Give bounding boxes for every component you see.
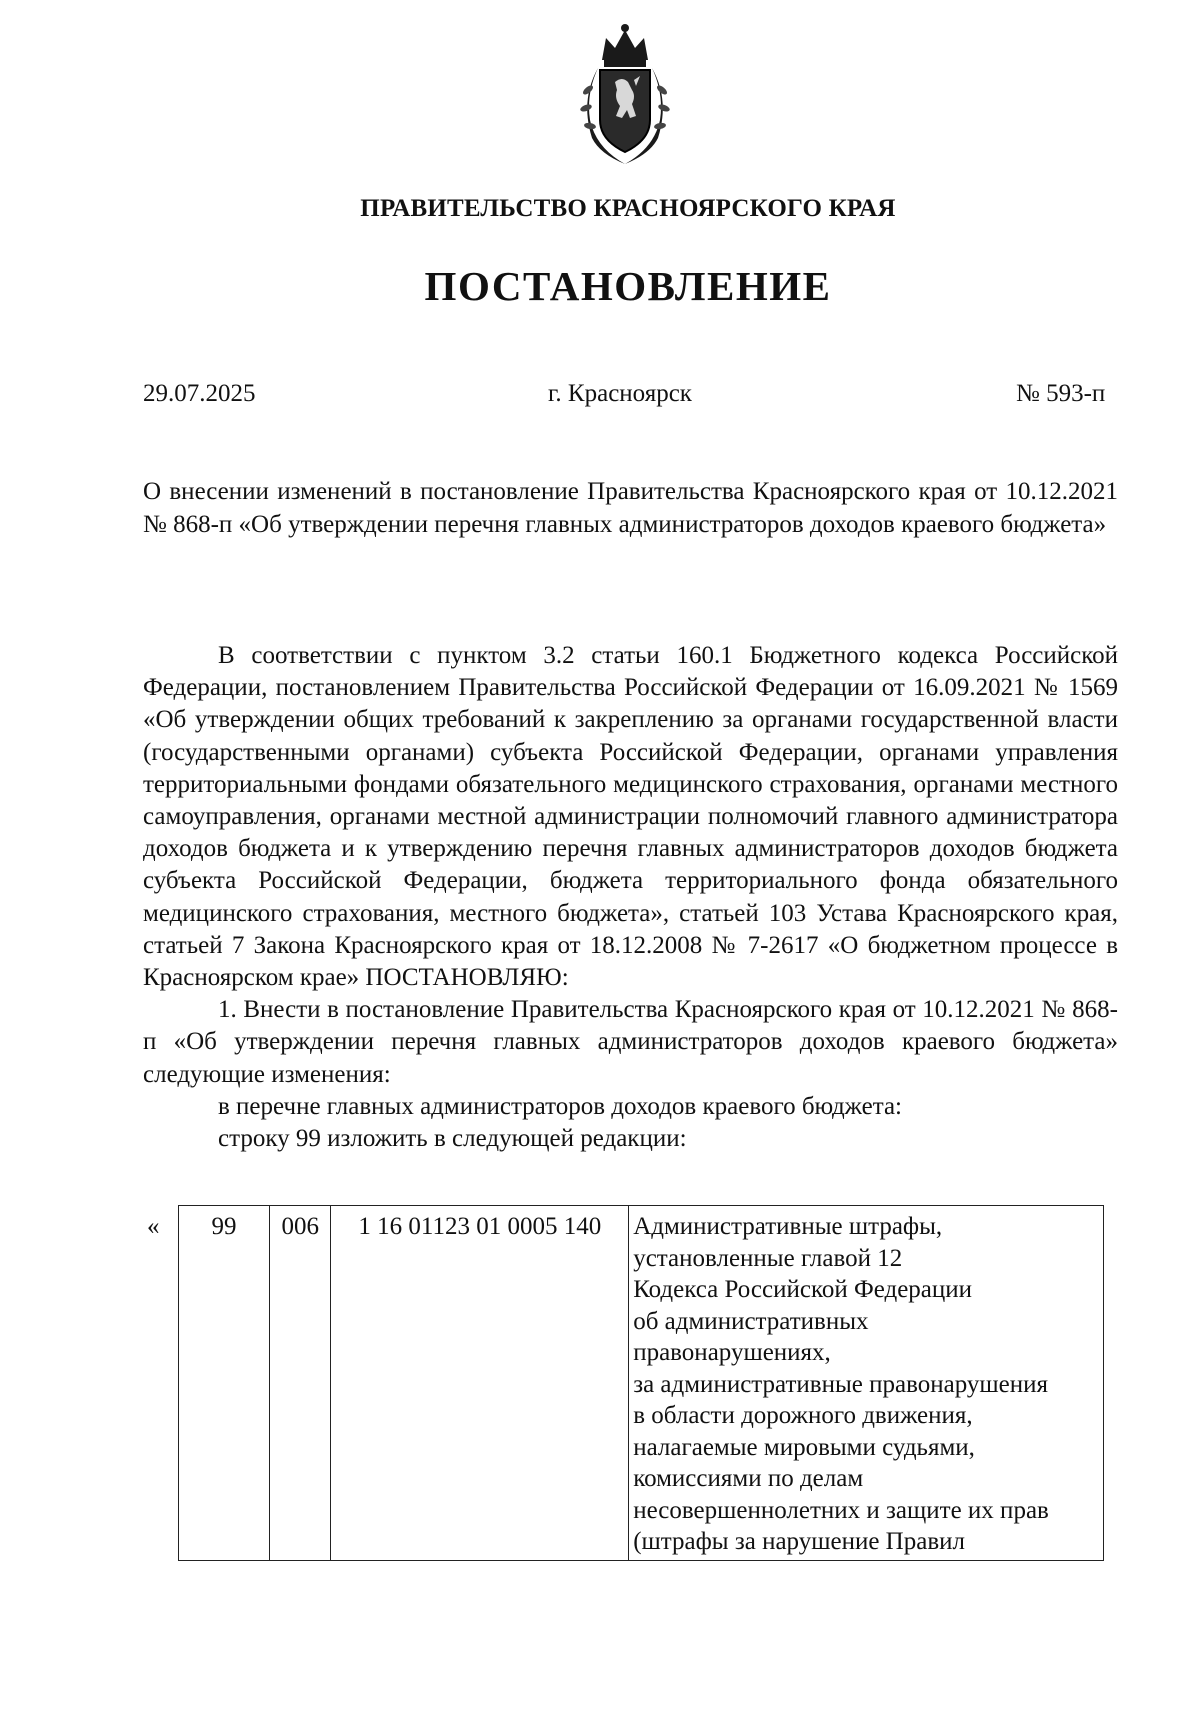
kbk-cell: 1 16 01123 01 0005 140 <box>331 1206 629 1561</box>
krasnoyarsk-coat-of-arms-icon <box>570 20 680 170</box>
item-1-paragraph: 1. Внести в постановление Правительства Красноярского края от 10.12.2021 № 868-п «Об утверждении перечня главных администраторов доходов краевого бюджета» следующие изменения: <box>143 996 1118 1088</box>
document-number: № 593-п <box>1016 380 1106 407</box>
document-body <box>143 640 1118 1155</box>
sub-paragraph-2: строку 99 изложить в следующей редакции: <box>218 1125 687 1153</box>
description-line: об административных <box>633 1307 869 1335</box>
document-title: О внесении изменений в постановление Правительства Красноярского края от 10.12.2021 № 868-п «Об утверждении перечня главных администраторов доходов краевого бюджета» <box>143 478 1118 538</box>
admin-code-cell: 006 <box>270 1206 331 1561</box>
preamble-paragraph: В соответствии с пунктом 3.2 статьи 160.1 Бюджетного кодекса Российской Федерации, постановлением Правительства Российской Федерации от 16.09.2021 № 1569 «Об утверждении общих требований к закреплению за органами государственной власти (государственными органами) субъекта Российской Федерации, органами управления территориальными фондами обязательного медицинского страхования, органами местного самоуправления, органами местной администрации полномочий главного администратора доходов бюджета и к утверждению перечня главных администраторов доходов бюджета субъекта Российской Федерации, бюджета территориального фонда обязательного медицинского страхования, местного бюджета», статьей 103 Устава Красноярского края, статьей 7 Закона Красноярского края от 18.12.2008 № 7-2617 «О бюджетном процессе в Красноярском крае» ПОСТАНОВЛЯЮ: <box>143 642 1118 992</box>
description-line: несовершеннолетних и защите их прав <box>633 1496 1049 1524</box>
amendment-table <box>178 1205 1104 1561</box>
document-city: г. Красноярск <box>548 380 692 407</box>
document-date: 29.07.2025 <box>143 380 256 407</box>
description-line: правонарушениях, <box>633 1339 831 1366</box>
description-line: установленные главой 12 <box>633 1244 903 1272</box>
description-line: в области дорожного движения, <box>633 1402 973 1429</box>
sub-paragraph-1: в перечне главных администраторов доходов краевого бюджета: <box>218 1092 902 1120</box>
description-line: за административные правонарушения <box>633 1370 1048 1398</box>
row-number-cell: 99 <box>179 1206 270 1561</box>
document-type-heading: ПОСТАНОВЛЕНИЕ <box>424 263 832 309</box>
description-line: Кодекса Российской Федерации <box>633 1276 973 1303</box>
description-cell <box>629 1206 1104 1561</box>
table-open-quote: « <box>147 1213 160 1240</box>
description-line: Административные штрафы, <box>633 1213 943 1240</box>
table-row <box>179 1206 1104 1561</box>
description-line: комиссиями по делам <box>633 1465 864 1492</box>
description-line: (штрафы за нарушение Правил <box>633 1528 965 1555</box>
organization-heading: ПРАВИТЕЛЬСТВО КРАСНОЯРСКОГО КРАЯ <box>360 195 896 222</box>
description-line: налагаемые мировыми судьями, <box>633 1433 975 1461</box>
